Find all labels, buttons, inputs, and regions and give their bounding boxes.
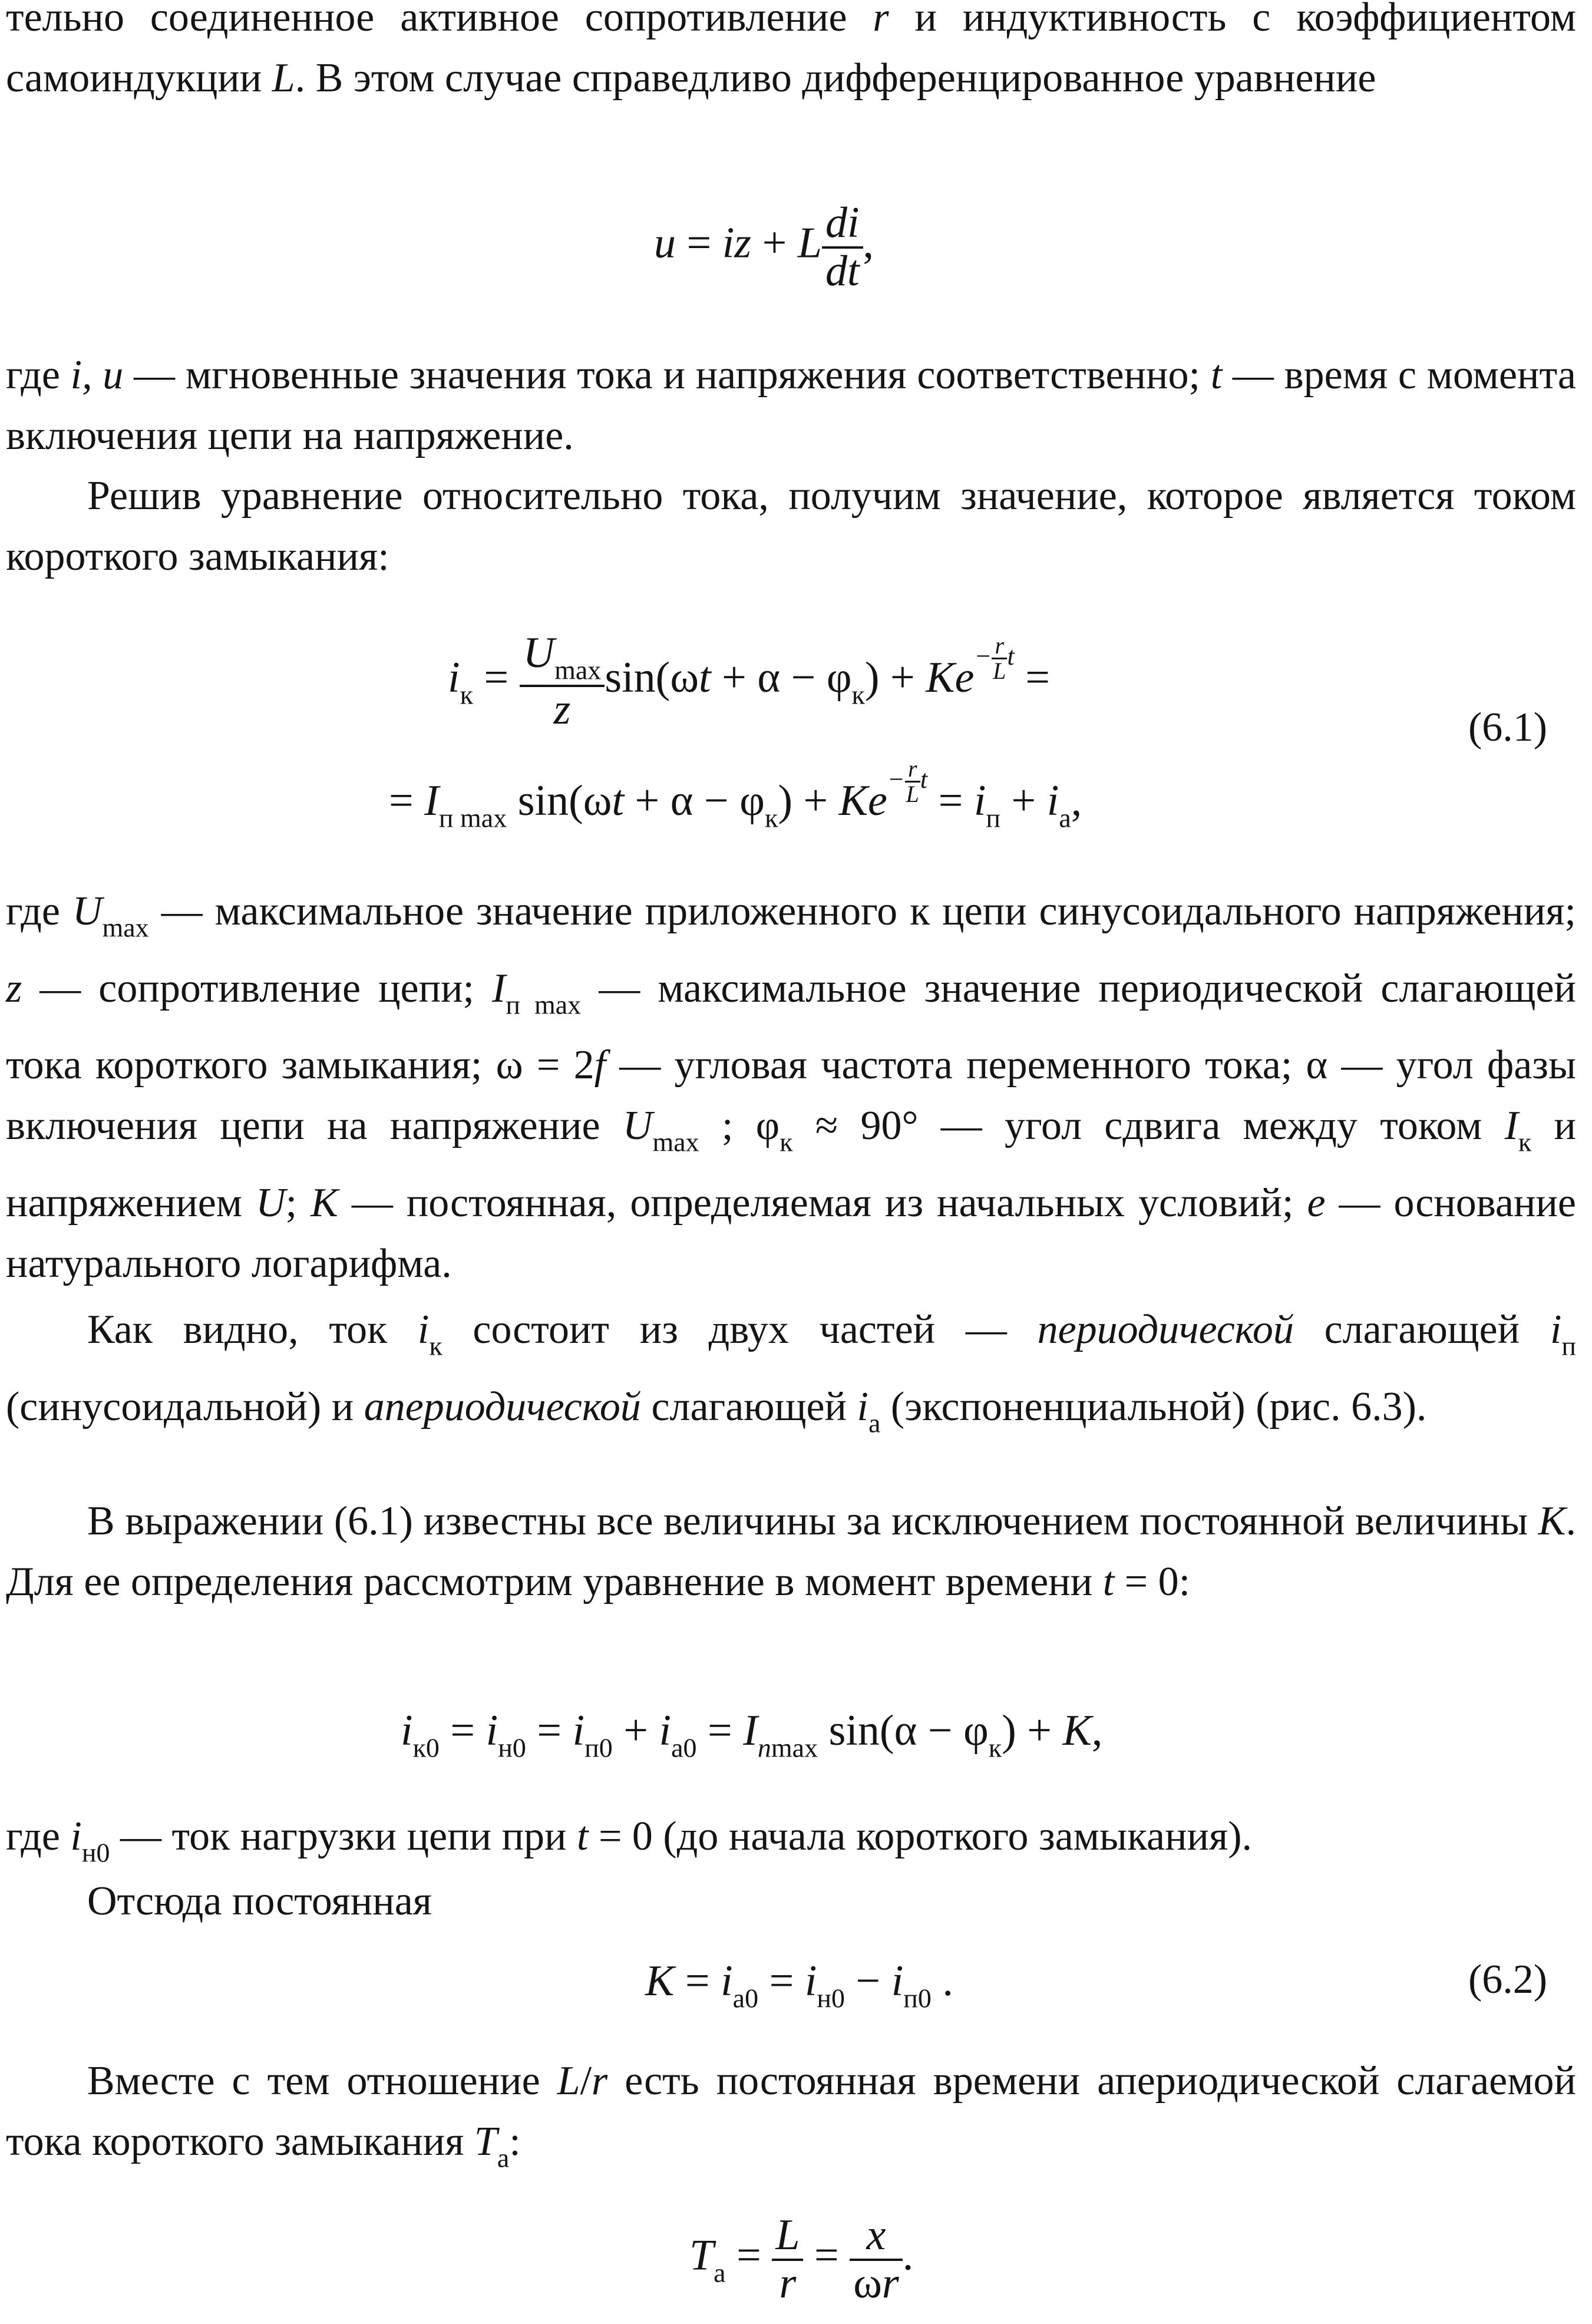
paragraph-time-constant-text: Вместе с тем отношение L/r есть постоянная времени апериодической слагаемой тока короткого замыкания $T_а$: (6, 2058, 1576, 2173)
paragraph-solution-text: Решив уравнение относительно тока, получим значение, которое является током короткого замыкания: (6, 473, 1576, 579)
paragraph-constant (6, 1491, 1576, 1612)
equation-6-1-number: (6.1) (1468, 705, 1548, 750)
equation-initial-current: $i_{к0} = i_{н0} = i_{п0} + i_{а0} = I_{nmax}$ $\sin(\alpha - \varphi_к) + K$, (401, 1706, 1103, 1763)
equation-6-2: $K = i_{а0} = i_{н0} - i_{п0}$ . (645, 1957, 953, 2013)
equation-6-1-line2: = $I_{п max}$ $\sin(\omega t + \alpha - \varphi_к) + Ke^{- \frac{r}{L} t} = i_п + i_а$, (389, 755, 1082, 833)
equation-6-2-number: (6.2) (1468, 1957, 1548, 2002)
paragraph-load-current-text: где $i_{н0}$ — ток нагрузки цепи при t = 0 (до начала короткого замыкания). (6, 1814, 1253, 1868)
paragraph-constant-text: В выражении (6.1) известны все величины за исключением постоянной величины K. Для ее определения рассмотрим уравнение в момент времени t = 0: (6, 1498, 1576, 1605)
paragraph-intro (6, 0, 1576, 108)
paragraph-variables-text: где i, u — мгновенные значения тока и напряжения соответственно; t — время с момента включения цепи на напряжение. (6, 352, 1576, 458)
paragraph-definitions (6, 881, 1576, 1294)
paragraph-definitions-text: где $U_{max}$ — максимальное значение приложенного к цепи синусоидального напряжения; z — сопротивление цепи; $I_{п max}$ — максимальное значение периодической слагающей тока короткого замыкания; ω = 2f — угловая частота переменного тока; α — угол фазы включения цепи на напряжение $U_{max}$ ; $\varphi_к \approx 90^\circ$ — угол сдвига между током $I_к$ и напряжением U; K — постоянная, определяемая из начальных условий; e — основание натурального логарифма. (6, 889, 1577, 1287)
paragraph-time-constant (6, 2051, 1576, 2188)
paragraph-components (6, 1299, 1576, 1453)
paragraph-hence (6, 1871, 1576, 1932)
equation-time-constant: $T_а$ = $\frac{L}{r}$ = $\frac{x}{\omega r}$ . (689, 2211, 914, 2308)
equation-differential: u = iz + L $\frac{di}{dt}$ , (654, 199, 874, 295)
paragraph-solution (6, 466, 1576, 587)
paragraph-components-text: Как видно, ток $i_к$ состоит из двух частей — периодической слагающей $i_п$ (синусоидальной) и апериодической слагающей $i_а$ (экспоненциальной) (рис. 6.3). (6, 1307, 1577, 1438)
paragraph-intro-text: тельно соединенное активное сопротивление r и индуктивность с коэффициентом самоиндукции L. В этом случае справедливо дифференцированное уравнение (6, 0, 1576, 101)
paragraph-hence-text: Отсюда постоянная (87, 1879, 432, 1924)
paragraph-variables (6, 345, 1576, 466)
equation-6-1-line1: $i_к$ = $\frac{U_{max}}{z}$ $\sin(\omega t + \alpha - \varphi_к) + Ke^{- \frac{r}{L} t}$ = (448, 629, 1050, 734)
